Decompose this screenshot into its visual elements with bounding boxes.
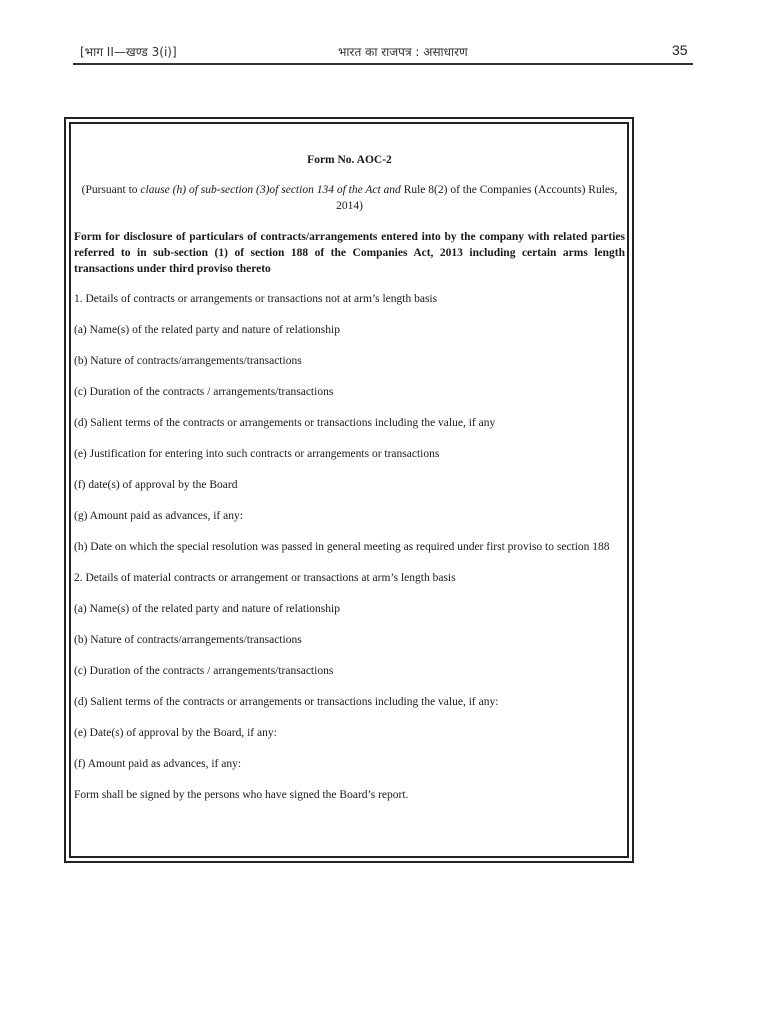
form-heading: Form for disclosure of particulars of contracts/arrangements entered into by the company with related parties referred to in sub-section (1) of section 188 of the Companies Act, 2013 including certain arms length transactions under third proviso thereto xyxy=(74,231,625,275)
section-2-item-c: (c) Duration of the contracts / arrangements/transactions xyxy=(74,665,334,677)
header-divider xyxy=(73,63,693,65)
section-2-item-a: (a) Name(s) of the related party and nature of relationship xyxy=(74,603,340,615)
section-1-title: 1. Details of contracts or arrangements or transactions not at arm’s length basis xyxy=(74,293,438,305)
section-2-item-d: (d) Salient terms of the contracts or arrangements or transactions including the value, if any: xyxy=(74,696,499,708)
pursuant-text-start: (Pursuant to xyxy=(81,184,141,196)
section-1-item-g: (g) Amount paid as advances, if any: xyxy=(74,510,243,522)
page-number: 35 xyxy=(672,42,688,58)
form-signature-note: Form shall be signed by the persons who have signed the Board’s report. xyxy=(74,789,409,801)
section-2-title: 2. Details of material contracts or arrangement or transactions at arm’s length basis xyxy=(74,572,456,584)
section-1-item-c: (c) Duration of the contracts / arrangements/transactions xyxy=(74,386,334,398)
section-1-item-f: (f) date(s) of approval by the Board xyxy=(74,479,238,491)
section-1-item-h: (h) Date on which the special resolution was passed in general meeting as required under first proviso to section 188 xyxy=(74,541,610,553)
section-2-item-e: (e) Date(s) of approval by the Board, if any: xyxy=(74,727,277,739)
pursuant-text-end: Rule 8(2) of the Companies (Accounts) Rules, 2014) xyxy=(336,184,618,212)
section-1-item-d: (d) Salient terms of the contracts or arrangements or transactions including the value, if any xyxy=(74,417,496,429)
form-title: Form No. AOC-2 xyxy=(307,154,392,166)
form-pursuant-note xyxy=(74,182,625,214)
header-part-label: [भाग II—खण्ड 3(i)] xyxy=(80,45,177,59)
header-gazette-title: भारत का राजपत्र : असाधारण xyxy=(338,45,468,59)
section-1-item-a: (a) Name(s) of the related party and nature of relationship xyxy=(74,324,340,336)
section-2-item-b: (b) Nature of contracts/arrangements/transactions xyxy=(74,634,302,646)
pursuant-text-italic: clause (h) of sub-section (3)of section 134 of the Act and xyxy=(140,184,401,196)
form-aoc2 xyxy=(74,152,625,818)
page-header xyxy=(0,0,768,70)
section-1-item-b: (b) Nature of contracts/arrangements/transactions xyxy=(74,355,302,367)
section-1-item-e: (e) Justification for entering into such contracts or arrangements or transactions xyxy=(74,448,440,460)
section-2-item-f: (f) Amount paid as advances, if any: xyxy=(74,758,242,770)
